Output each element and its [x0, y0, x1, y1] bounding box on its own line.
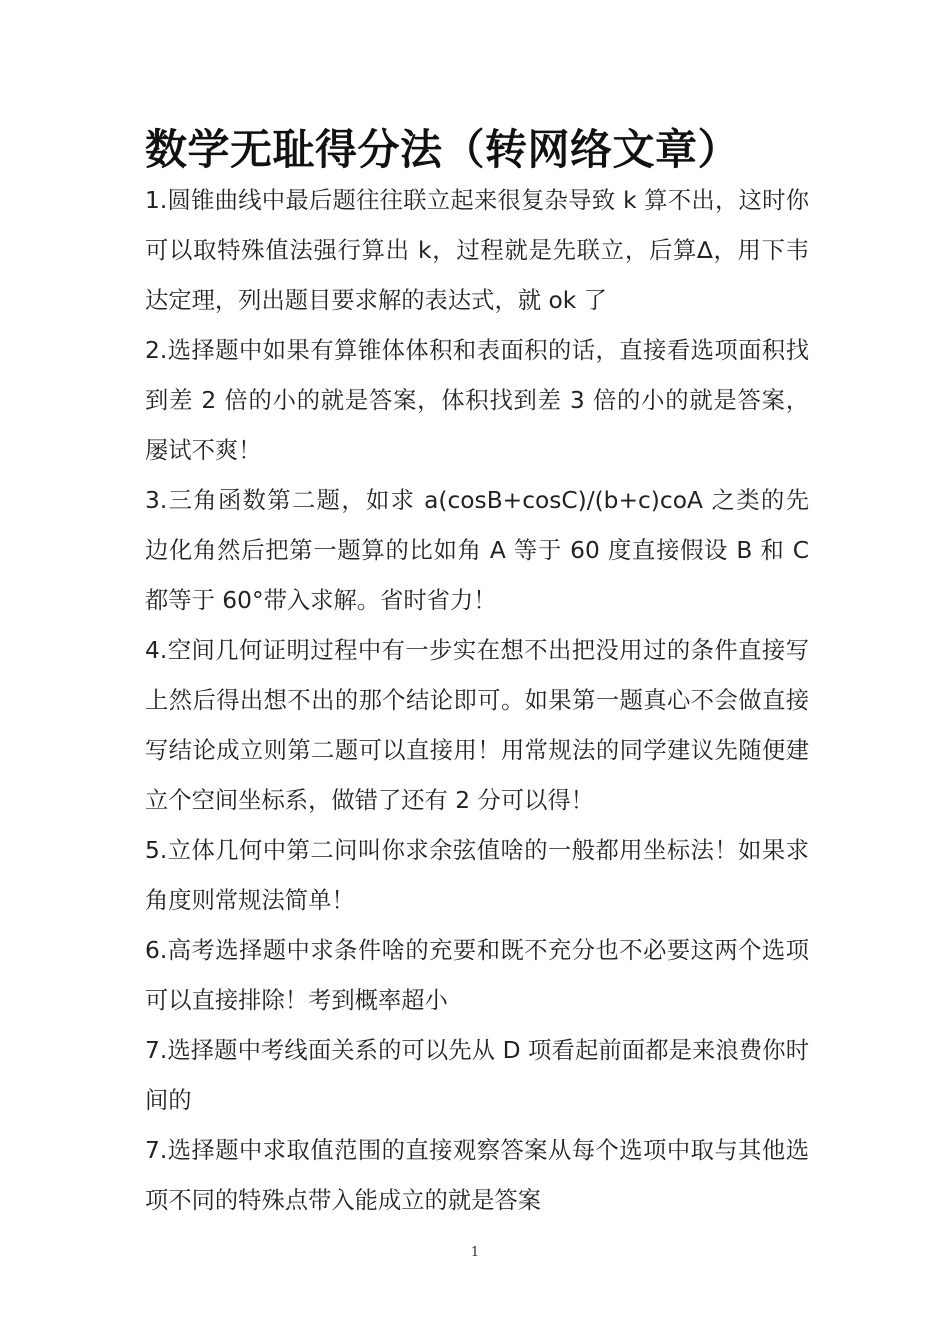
page-number: 1: [470, 1245, 480, 1260]
document-body: [145, 176, 809, 1226]
paragraph-3: 3.三角函数第二题，如求 a(cosB+cosC)/(b+c)coA 之类的先边化角然后把第一题算的比如角 A 等于 60 度直接假设 B 和 C 都等于 60°带入求解。省时省力！: [145, 487, 809, 614]
paragraph-7: 7.选择题中考线面关系的可以先从 D 项看起前面都是来浪费你时间的: [145, 1037, 809, 1114]
paragraph-1: 1.圆锥曲线中最后题往往联立起来很复杂导致 k 算不出，这时你可以取特殊值法强行算出 k，过程就是先联立，后算∆，用下韦达定理，列出题目要求解的表达式，就 ok 了: [145, 187, 809, 314]
paragraph-8: 7.选择题中求取值范围的直接观察答案从每个选项中取与其他选项不同的特殊点带入能成立的就是答案: [145, 1137, 809, 1214]
paragraph-6: 6.高考选择题中求条件啥的充要和既不充分也不必要这两个选项可以直接排除！考到概率超小: [145, 937, 809, 1014]
paragraph-2: 2.选择题中如果有算锥体体积和表面积的话，直接看选项面积找到差 2 倍的小的就是答案，体积找到差 3 倍的小的就是答案，屡试不爽！: [145, 337, 809, 464]
document-title: 数学无耻得分法（转网络文章）: [145, 125, 741, 174]
paragraph-4: 4.空间几何证明过程中有一步实在想不出把没用过的条件直接写上然后得出想不出的那个结论即可。如果第一题真心不会做直接写结论成立则第二题可以直接用！用常规法的同学建议先随便建立个空间坐标系，做错了还有 2 分可以得！: [145, 637, 809, 814]
paragraph-5: 5.立体几何中第二问叫你求余弦值啥的一般都用坐标法！如果求角度则常规法简单！: [145, 837, 809, 914]
